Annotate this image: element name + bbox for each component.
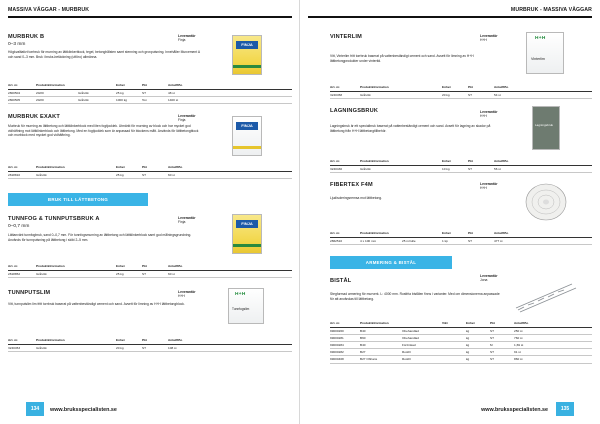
- col-header: Enhet: [116, 82, 142, 89]
- col-header: Antal/PAL: [494, 230, 592, 237]
- spec-table: [8, 337, 292, 352]
- cell: 1 kp: [442, 237, 468, 244]
- cell: [78, 171, 116, 178]
- product-description: Stegformad armering för murverk. L: 4000 mm. Rostfria bistålen finns i varianter. Med om dimensionerna anpassade för att användas till lättbetong.: [330, 292, 500, 301]
- table-row: [330, 91, 592, 98]
- cell: [78, 344, 116, 351]
- cell: 2818810: [8, 171, 36, 178]
- spec-table: [330, 84, 592, 99]
- cell: 760 st: [514, 334, 592, 341]
- col-header: [78, 164, 116, 171]
- col-header: Pkt: [468, 230, 494, 237]
- supplier-label: Leverantör: [178, 290, 196, 294]
- cell: ST: [142, 344, 168, 351]
- product-title: FIBERTEX F4M: [330, 182, 373, 188]
- spec-table: [330, 158, 592, 173]
- col-header: Antal/PAL: [514, 320, 592, 327]
- product-image: [232, 116, 262, 156]
- col-header: Pkt: [142, 164, 168, 171]
- cell: 56 st: [494, 165, 592, 172]
- cell: 108 st: [168, 344, 292, 351]
- bag-stripe: [233, 65, 261, 68]
- col-header: [402, 158, 442, 165]
- col-header: [78, 337, 116, 344]
- cell: 20 kg: [116, 344, 142, 351]
- right-page: [300, 0, 600, 424]
- cell: Obehandlad: [402, 327, 442, 334]
- col-header: [78, 263, 116, 270]
- cell: 91 st: [514, 349, 592, 356]
- table-row: [8, 171, 292, 178]
- cell: 60 st: [168, 270, 292, 277]
- cell: M: [490, 341, 514, 348]
- col-header: Enhet: [442, 158, 468, 165]
- table-header: [330, 158, 592, 165]
- cell: Obehandlad: [402, 334, 442, 341]
- col-header: Enhet: [116, 164, 142, 171]
- hh-logo: H+H: [235, 292, 246, 297]
- col-header: Produktinformation: [36, 263, 78, 270]
- spec-table: [8, 82, 292, 104]
- spec-table: [330, 320, 592, 364]
- cell: kg: [466, 356, 490, 363]
- supplier-block: [480, 182, 498, 191]
- cell: ST: [490, 356, 514, 363]
- supplier-name: Finja: [178, 38, 186, 43]
- product-description: Murbruk för murning av lättbetong och lättklinkerblock med liten fogtjocklek. Utmärkt för murning av block och har mycket god vidhäftning mot lättklinkerblock och lättbetong. Med en fogtjocklek som är anpassad för blockens mått. Används för lättbetongblock och murblock med mycket god vidhäftning.: [8, 124, 199, 138]
- cell: 2862510: [330, 237, 360, 244]
- cell: 54 st: [494, 91, 592, 98]
- product-image: [232, 214, 262, 254]
- website-url[interactable]: www.bruksspecialisten.se: [481, 407, 548, 413]
- cell: 99000260: [330, 327, 360, 334]
- cell: 25 m/rulle: [402, 237, 442, 244]
- bag-stripe: [233, 244, 261, 247]
- supplier-block: [480, 274, 498, 283]
- website-url[interactable]: www.bruksspecialisten.se: [50, 407, 117, 413]
- cell: 20 kg: [442, 91, 468, 98]
- cell: 20/20: [36, 96, 78, 103]
- product-title: LAGNINGSBRUK: [330, 108, 379, 114]
- cell: kg: [466, 327, 490, 334]
- cell: 1000 kg: [116, 96, 142, 103]
- cell: 99000468: [330, 356, 360, 363]
- supplier-label: Leverantör: [480, 34, 498, 38]
- hh-logo: H+H: [535, 36, 546, 41]
- cell: B40: [360, 327, 402, 334]
- table-row: [330, 237, 592, 244]
- col-header: Pkt: [142, 263, 168, 270]
- cell: 1,69 st: [514, 341, 592, 348]
- col-header: Art. nr.: [330, 84, 360, 91]
- supplier-block: [178, 34, 196, 43]
- table-row: [330, 356, 592, 363]
- supplier-label: Leverantör: [178, 114, 196, 118]
- cell: ST: [490, 349, 514, 356]
- cell: B27 Obhans: [360, 356, 402, 363]
- col-header: Antal/PAL: [168, 337, 292, 344]
- product-image: [228, 288, 264, 324]
- col-header: [402, 230, 442, 237]
- cell: 48 st: [168, 89, 292, 96]
- cell: [78, 270, 116, 277]
- bag-label: Lagningsbruk: [535, 123, 554, 127]
- cell: 3240453: [8, 344, 36, 351]
- cell: kg: [466, 341, 490, 348]
- rebar-image: [514, 280, 578, 314]
- cell: Grå/vitk: [360, 165, 402, 172]
- page-header: MASSIVA VÄGGAR - MURBRUK: [8, 7, 90, 13]
- cell: B40: [360, 341, 402, 348]
- col-header: Art. nr.: [8, 263, 36, 270]
- supplier-name: H+H: [480, 114, 487, 119]
- supplier-block: [178, 290, 196, 299]
- cell: ST: [468, 237, 494, 244]
- col-header: Produktinformation: [36, 337, 78, 344]
- cell: Förzinkad: [402, 341, 442, 348]
- cell: 99000281: [330, 334, 360, 341]
- cell: 25 kg: [116, 171, 142, 178]
- col-header: Enhet: [466, 320, 490, 327]
- cell: [402, 91, 442, 98]
- cell: ST: [142, 171, 168, 178]
- brand-logo: FINJA: [236, 41, 258, 49]
- cell: 60 st: [168, 171, 292, 178]
- cell: 477 st: [494, 237, 592, 244]
- cell: Rostfri: [402, 356, 442, 363]
- cell: B60: [360, 334, 402, 341]
- supplier-name: Finja: [178, 118, 186, 123]
- col-header: Antal/PAL: [494, 84, 592, 91]
- section-banner: ARMERING & BISTÅL: [330, 256, 452, 269]
- product-description: Vitt, Vinterlim fritt torrbruk baserat på vattenbeständigt cement och sand. Avsett för limning av H+H lättbetongprodukter under vintertid.: [330, 54, 474, 63]
- cell: kg: [466, 349, 490, 356]
- product-description: Lagningsbruk är ett specialbruk baserat på vattenbeständigt cement och sand. Avsett för lagning av skador på lättbetong från H+H lättbetongtillbehör.: [330, 124, 491, 133]
- supplier-name: Finja: [178, 220, 186, 225]
- table-header: [330, 320, 592, 327]
- product-title: MURBRUK EXAKT: [8, 114, 61, 120]
- col-header: Antal/PAL: [494, 158, 592, 165]
- col-header: Art. nr.: [8, 82, 36, 89]
- section-banner: BRUK TILL LÄTTBETONG: [8, 193, 148, 206]
- col-header: Enhet: [442, 84, 468, 91]
- cell: ST: [468, 91, 494, 98]
- table-header: [330, 230, 592, 237]
- cell: Grå/vitk: [36, 344, 78, 351]
- cell: 4 x 100 mm: [360, 237, 402, 244]
- col-header: Art. nr.: [330, 230, 360, 237]
- col-header: Art. nr.: [330, 320, 360, 327]
- cell: Grå/vitk: [360, 91, 402, 98]
- supplier-block: [480, 34, 498, 43]
- table-row: [8, 89, 292, 96]
- page-number: 134: [26, 402, 44, 416]
- cell: Grå/vitk: [36, 171, 78, 178]
- col-header: Art. nr.: [8, 337, 36, 344]
- bag-stripe: [233, 146, 261, 149]
- col-header: Produktinformation: [36, 82, 78, 89]
- brand-logo: FINJA: [236, 220, 258, 228]
- col-header: Pkt: [142, 82, 168, 89]
- table-row: [330, 341, 592, 348]
- product-image: [532, 106, 560, 150]
- cell: 99000284: [330, 341, 360, 348]
- col-header: Pkt: [142, 337, 168, 344]
- table-row: [330, 349, 592, 356]
- product-subtitle: 0–3 mm: [8, 42, 26, 47]
- product-title: VINTERLIM: [330, 34, 362, 40]
- product-title: TUNNPUTSLIM: [8, 290, 51, 296]
- supplier-label: Leverantör: [178, 34, 196, 38]
- page-header: MURBRUK - MASSIVA VÄGGAR: [510, 7, 592, 13]
- table-row: [330, 165, 592, 172]
- table-row: [330, 334, 592, 341]
- col-header: Enhet: [116, 263, 142, 270]
- product-title: TUNNFOG & TUNNPUTSBRUK A: [8, 216, 100, 222]
- cell: Grå/vitk: [36, 270, 78, 277]
- col-header: Produktinformation: [360, 320, 402, 327]
- spec-table: [330, 230, 592, 245]
- spec-table: [8, 164, 292, 179]
- table-row: [8, 344, 292, 351]
- cell: 99000282: [330, 349, 360, 356]
- cell: 20/20: [36, 89, 78, 96]
- table-row: [330, 327, 592, 334]
- cell: 25 kg: [116, 89, 142, 96]
- cell: ST: [490, 327, 514, 334]
- bag-label: Vinterlim: [531, 57, 545, 61]
- col-header: Enhet: [442, 230, 468, 237]
- product-description: Lättanvänt tunnfogbruk, sand 0–0,7 mm. För tunnfogsmurning av lättbetong och lättklinkerblock samt god målningsgrundning. Används för tunnputsning på lättbetong i skikt 2–5 mm.: [8, 233, 192, 242]
- col-header: [402, 320, 442, 327]
- col-header: Produktinformation: [360, 84, 402, 91]
- col-header: Pkt: [468, 158, 494, 165]
- product-description: Högkvalitativt torrbruk för murning av lättklinkerblock, tegel, betonghålsten samt stenning och grovputsning. Innehåller Murcement A och sand 0–3 mm. Bruk i bruks-betäckning (utföro) allmänna.: [8, 50, 200, 59]
- cell: Grå/vitk: [78, 89, 116, 96]
- bag-label: Tunnfogslim: [232, 307, 250, 311]
- cell: 1400 st: [168, 96, 292, 103]
- cell: Ton: [142, 96, 168, 103]
- product-image: [526, 32, 564, 74]
- cell: 860 st: [514, 356, 592, 363]
- table-header: [8, 82, 292, 89]
- col-header: [78, 82, 116, 89]
- cell: kg: [466, 334, 490, 341]
- cell: 25 kg: [116, 270, 142, 277]
- spec-table: [8, 263, 292, 278]
- product-description: Ljudisoleringsremsa mot lättbetong.: [330, 196, 383, 200]
- supplier-label: Leverantör: [480, 274, 498, 278]
- cell: ST: [468, 165, 494, 172]
- cell: B27: [360, 349, 402, 356]
- col-header: [402, 84, 442, 91]
- col-header: Produktinformation: [360, 158, 402, 165]
- supplier-name: H+H: [480, 38, 487, 43]
- cell: 3240458: [330, 91, 360, 98]
- supplier-label: Leverantör: [178, 216, 196, 220]
- supplier-name: H+H: [480, 186, 487, 191]
- table-row: [8, 270, 292, 277]
- supplier-name: H+H: [178, 294, 185, 299]
- cell: Rostfri: [402, 349, 442, 356]
- cell: 2800505: [8, 96, 36, 103]
- cell: ST: [142, 270, 168, 277]
- header-divider: [8, 16, 292, 18]
- table-row: [8, 96, 292, 103]
- cell: 3240430: [330, 165, 360, 172]
- cell: 250 st: [514, 327, 592, 334]
- cell: [402, 165, 442, 172]
- supplier-block: [178, 216, 196, 225]
- cell: 2800504: [8, 89, 36, 96]
- table-header: [8, 164, 292, 171]
- roll-image: [522, 180, 570, 224]
- cell: ST: [142, 89, 168, 96]
- supplier-label: Leverantör: [480, 110, 498, 114]
- col-header: Vikt: [442, 320, 466, 327]
- col-header: Enhet: [116, 337, 142, 344]
- product-image: [232, 35, 262, 75]
- cell: 10 kg: [442, 165, 468, 172]
- cell: Grå/vitk: [78, 96, 116, 103]
- col-header: Antal/PAL: [168, 82, 292, 89]
- col-header: Art. nr.: [330, 158, 360, 165]
- cell: 2818852: [8, 270, 36, 277]
- brand-logo: FINJA: [236, 122, 258, 130]
- col-header: Art. nr.: [8, 164, 36, 171]
- table-header: [8, 263, 292, 270]
- product-description: Vitt, tunnputslim lim fritt torrbruk baserat på vattenbeständigt cement och sand. Avsett för limning av H+H lättbetongblock.: [8, 302, 185, 306]
- cell: ST: [490, 334, 514, 341]
- product-title: MURBRUK B: [8, 34, 45, 40]
- header-divider: [308, 16, 592, 18]
- table-header: [8, 337, 292, 344]
- supplier-label: Leverantör: [480, 182, 498, 186]
- col-header: Pkt: [490, 320, 514, 327]
- supplier-block: [480, 110, 498, 119]
- col-header: Antal/PAL: [168, 263, 292, 270]
- col-header: Pkt: [468, 84, 494, 91]
- supplier-block: [178, 114, 196, 123]
- product-title: BISTÅL: [330, 278, 352, 284]
- supplier-name: Jona: [480, 278, 488, 283]
- col-header: Produktinformation: [36, 164, 78, 171]
- col-header: Antal/PAL: [168, 164, 292, 171]
- page-number: 135: [556, 402, 574, 416]
- col-header: Produktinformation: [360, 230, 402, 237]
- table-header: [330, 84, 592, 91]
- product-subtitle: 0–0,7 mm: [8, 224, 30, 229]
